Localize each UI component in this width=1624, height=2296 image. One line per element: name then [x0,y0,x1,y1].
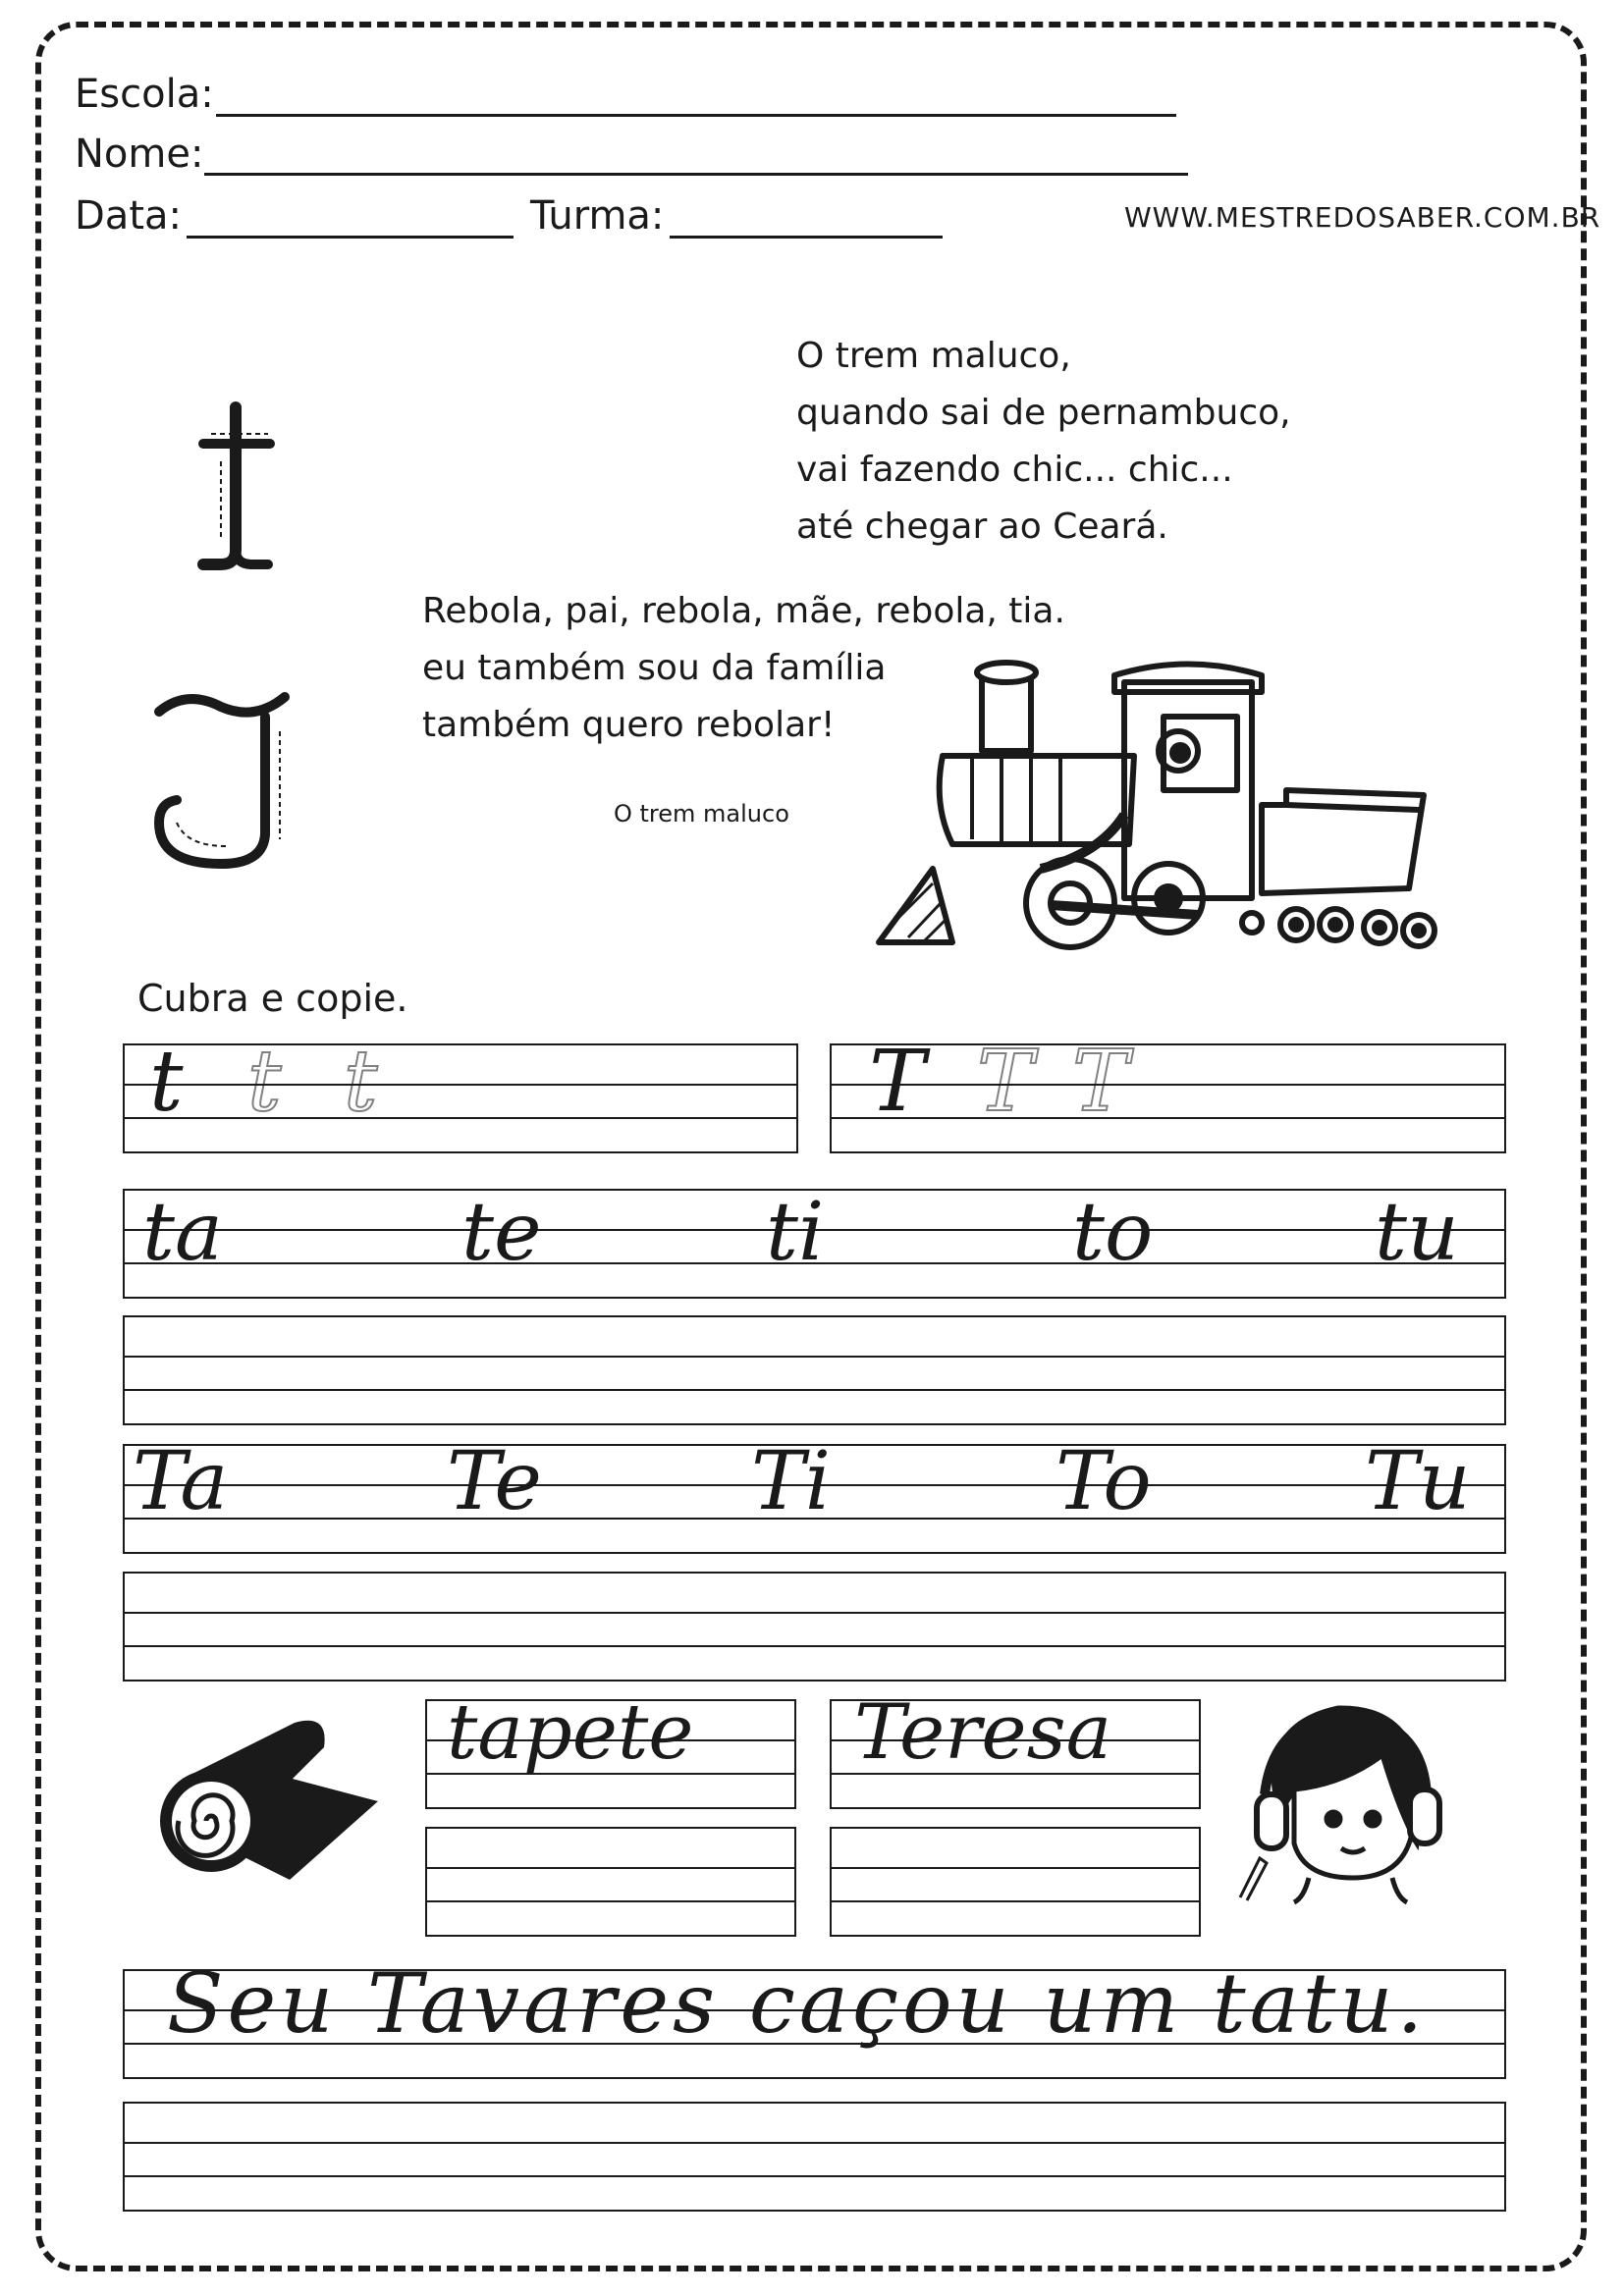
syllable: to [1072,1186,1154,1279]
rug-illustration [157,1718,383,1885]
trace-letter-model: t [149,1033,184,1131]
escola-field[interactable] [216,75,1176,117]
lowercase-t-letter-illustration [191,402,280,569]
trace-letter-dotted: T [1072,1033,1129,1131]
trace-uppercase-t-row[interactable] [830,1043,1506,1153]
trace-letter-dotted: t [247,1033,282,1131]
syllable: ti [766,1186,825,1279]
uppercase-cursive-t-letter-illustration [147,677,295,874]
data-field[interactable] [187,196,514,239]
trace-lowercase-t-row[interactable] [123,1043,798,1153]
trace-letter-dotted: T [977,1033,1034,1131]
poem-line: até chegar ao Ceará. [796,507,1168,547]
copy-lowercase-row[interactable] [123,1315,1506,1425]
syllable: Te [447,1435,542,1528]
syllable: Ti [751,1435,831,1528]
copy-sentence-row[interactable] [123,2102,1506,2212]
website-url: WWW.MESTREDOSABER.COM.BR [1124,201,1601,234]
syllable: To [1056,1435,1152,1528]
trace-letter-model: T [869,1033,926,1131]
word-model: Teresa [854,1688,1112,1777]
syllable: ta [142,1186,223,1279]
train-illustration [874,658,1434,962]
poem-first-stanza [796,328,1291,556]
poem-line: O trem maluco, [796,336,1071,376]
syllable: Tu [1365,1435,1471,1528]
syllable: te [461,1186,542,1279]
word-model: tapete [447,1688,694,1777]
poem-line: Rebola, pai, rebola, mãe, rebola, tia. [422,591,1065,631]
poem-line: eu também sou da família [422,648,887,688]
turma-label: Turma: [530,193,665,239]
syllable: Ta [133,1435,229,1528]
turma-field[interactable] [670,196,943,239]
sentence-model: Seu Tavares caçou um tatu. [167,1955,1428,2052]
girl-with-headphones-illustration [1235,1696,1451,1902]
copy-word-tapete-row[interactable] [425,1827,796,1937]
copy-word-teresa-row[interactable] [830,1827,1201,1937]
syllable: tu [1375,1186,1459,1279]
poem-line: vai fazendo chic... chic... [796,450,1233,490]
nome-field[interactable] [204,133,1188,176]
poem-line: quando sai de pernambuco, [796,393,1291,433]
poem-line: também quero rebolar! [422,705,836,745]
poem-caption: O trem maluco [614,800,789,828]
data-label: Data: [75,193,182,239]
copy-uppercase-row[interactable] [123,1572,1506,1682]
instruction-text: Cubra e copie. [137,977,408,1020]
nome-label: Nome: [75,132,204,177]
trace-letter-dotted: t [344,1033,378,1131]
escola-label: Escola: [75,72,214,117]
